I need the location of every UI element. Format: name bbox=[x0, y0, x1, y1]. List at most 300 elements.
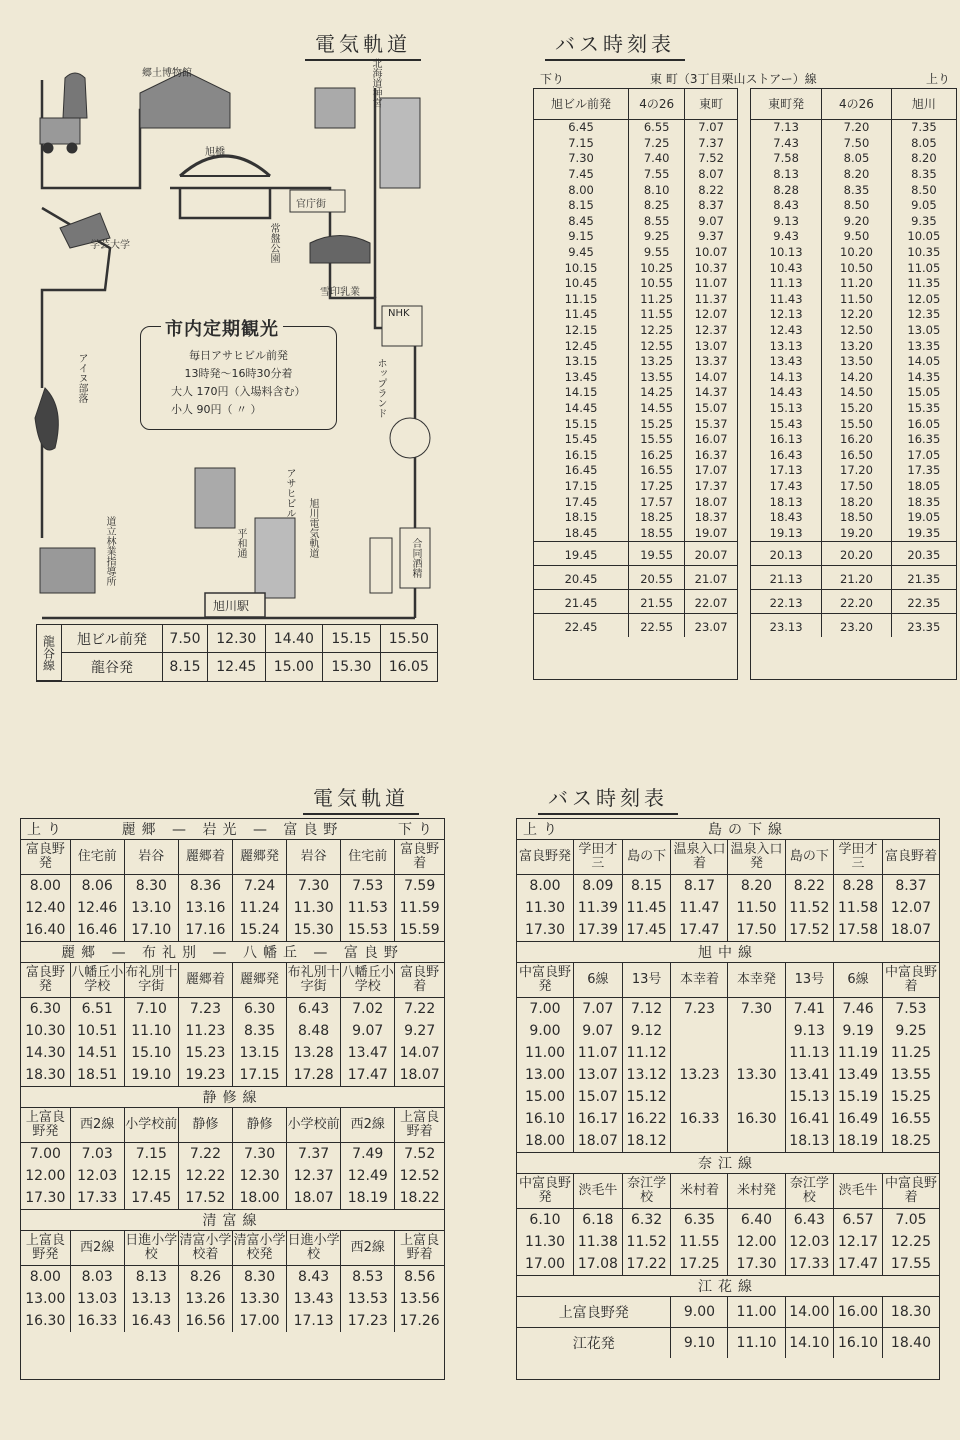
time-cell: 16.41 bbox=[785, 1108, 834, 1130]
time-cell: 12.35 bbox=[907, 307, 941, 322]
time-cell: 17.15 bbox=[534, 479, 629, 495]
time-cell: 16.33 bbox=[671, 1108, 728, 1130]
sightseeing-map bbox=[30, 58, 440, 620]
table-row bbox=[517, 1253, 939, 1276]
higashi-down-table bbox=[533, 88, 738, 680]
cow-illustration bbox=[310, 236, 370, 264]
line-name: 島の下線 bbox=[708, 822, 788, 838]
table-row bbox=[751, 229, 956, 245]
table-row bbox=[21, 1064, 444, 1087]
time-cell: 10.51 bbox=[70, 1020, 124, 1042]
time-cell: 9.07 bbox=[341, 1020, 395, 1042]
table-row bbox=[534, 229, 737, 245]
time-cell: 17.26 bbox=[399, 1313, 440, 1329]
label-office: 官庁街 bbox=[296, 199, 326, 210]
time-cell: 18.43 bbox=[751, 510, 822, 526]
time-cell: 13.15 bbox=[232, 1042, 286, 1064]
time-cell: 8.26 bbox=[178, 1266, 232, 1289]
time-cell: 9.25 bbox=[895, 1023, 927, 1039]
time-cell: 8.05 bbox=[822, 151, 892, 167]
table-header-row bbox=[517, 1174, 939, 1209]
time-cell: 11.53 bbox=[341, 897, 395, 919]
time-cell: 6.43 bbox=[287, 998, 341, 1021]
table-row bbox=[751, 307, 956, 323]
hotel-building bbox=[195, 468, 235, 528]
time-cell: 7.35 bbox=[911, 120, 937, 135]
table-row bbox=[534, 370, 737, 386]
time-cell: 6.43 bbox=[785, 1209, 834, 1232]
column-header: 静修 bbox=[178, 1108, 232, 1143]
time-cell: 8.00 bbox=[517, 875, 574, 898]
table-row bbox=[517, 1064, 939, 1086]
time-cell: 17.45 bbox=[534, 494, 629, 510]
column-header: 学田才三 bbox=[834, 840, 883, 875]
time-cell: 13.43 bbox=[287, 1288, 341, 1310]
time-cell: 8.15 bbox=[163, 653, 208, 681]
time-cell: 16.43 bbox=[751, 447, 822, 463]
time-cell: 13.13 bbox=[751, 338, 822, 354]
time-cell: 11.52 bbox=[785, 897, 834, 919]
time-cell: 9.13 bbox=[785, 1020, 834, 1042]
time-cell: 18.22 bbox=[399, 1190, 440, 1206]
table-row bbox=[534, 307, 737, 323]
table-row bbox=[534, 214, 737, 230]
time-cell: 6.51 bbox=[70, 998, 124, 1021]
time-cell: 8.35 bbox=[911, 167, 937, 182]
time-cell: 11.30 bbox=[517, 897, 574, 919]
table-row bbox=[517, 919, 939, 942]
time-cell: 6.10 bbox=[517, 1209, 574, 1232]
column-header: 13号 bbox=[622, 963, 671, 998]
table-row bbox=[751, 260, 956, 276]
table-row bbox=[517, 1020, 939, 1042]
direction-label: 上り bbox=[27, 822, 67, 838]
time-cell: 8.05 bbox=[911, 135, 937, 150]
time-cell: 17.33 bbox=[70, 1187, 124, 1210]
time-cell: 8.00 bbox=[534, 182, 629, 198]
time-cell: 13.25 bbox=[629, 354, 685, 370]
time-cell: 8.22 bbox=[698, 182, 724, 197]
time-cell: 17.39 bbox=[574, 919, 623, 942]
time-cell: 19.45 bbox=[534, 542, 629, 566]
time-cell: 9.13 bbox=[751, 214, 822, 230]
time-cell: 15.07 bbox=[694, 400, 728, 415]
table-header-row bbox=[21, 963, 444, 998]
table-row bbox=[751, 385, 956, 401]
time-cell: 12.22 bbox=[178, 1165, 232, 1187]
time-cell: 16.25 bbox=[629, 447, 685, 463]
factory-illustration bbox=[40, 548, 95, 593]
time-cell: 8.20 bbox=[911, 151, 937, 166]
time-cell: 7.41 bbox=[785, 998, 834, 1021]
label-bridge: 旭橋 bbox=[205, 147, 225, 158]
time-cell: 11.47 bbox=[671, 897, 728, 919]
table-row bbox=[37, 653, 437, 681]
asahi-building bbox=[255, 518, 295, 598]
table-row bbox=[534, 182, 737, 198]
time-cell: 16.07 bbox=[694, 432, 728, 447]
time-cell: 11.23 bbox=[178, 1020, 232, 1042]
time-cell: 15.37 bbox=[694, 416, 728, 431]
label-forest: 道立林業指導所 bbox=[104, 516, 115, 586]
person-illustration bbox=[63, 73, 87, 118]
time-cell: 7.46 bbox=[834, 998, 883, 1021]
table-row bbox=[21, 897, 444, 919]
table-row bbox=[751, 566, 956, 590]
time-cell: 10.55 bbox=[629, 276, 685, 292]
time-cell: 16.20 bbox=[822, 432, 892, 448]
time-cell: 18.51 bbox=[70, 1064, 124, 1087]
time-cell: 14.37 bbox=[694, 385, 728, 400]
time-cell: 11.25 bbox=[629, 292, 685, 308]
time-cell: 17.25 bbox=[671, 1253, 728, 1276]
table-row bbox=[21, 1143, 444, 1166]
time-cell: 15.30 bbox=[323, 653, 381, 681]
time-cell: 11.38 bbox=[574, 1231, 623, 1253]
time-cell: 8.55 bbox=[629, 214, 685, 230]
time-cell: 17.52 bbox=[178, 1187, 232, 1210]
time-cell: 22.07 bbox=[685, 590, 737, 614]
time-cell: 17.30 bbox=[517, 919, 574, 942]
time-cell: 8.48 bbox=[287, 1020, 341, 1042]
label-kotoku: 合同酒精 bbox=[410, 538, 421, 578]
time-cell: 14.13 bbox=[751, 370, 822, 386]
higashi-up-table bbox=[750, 88, 957, 680]
time-cell: 15.25 bbox=[629, 416, 685, 432]
time-cell: 7.20 bbox=[822, 120, 892, 136]
label-museum: 郷土博物館 bbox=[142, 68, 192, 79]
time-cell: 7.12 bbox=[622, 998, 671, 1021]
column-header: 住宅前 bbox=[70, 840, 124, 875]
label-station: 旭川駅 bbox=[213, 599, 250, 613]
time-cell: 20.35 bbox=[891, 542, 956, 566]
line-name: 旭中線 bbox=[698, 945, 758, 961]
time-cell: 18.45 bbox=[534, 525, 629, 541]
table-row bbox=[534, 260, 737, 276]
time-cell: 11.20 bbox=[822, 276, 892, 292]
time-cell: 21.35 bbox=[891, 566, 956, 590]
time-cell: 8.45 bbox=[534, 214, 629, 230]
time-cell: 23.20 bbox=[822, 614, 892, 638]
table-row bbox=[751, 614, 956, 638]
time-cell: 17.43 bbox=[751, 479, 822, 495]
time-cell: 8.53 bbox=[341, 1266, 395, 1289]
time-cell: 16.35 bbox=[907, 432, 941, 447]
time-cell: 17.37 bbox=[694, 478, 728, 493]
time-cell: 17.35 bbox=[907, 463, 941, 478]
row-label: 江花発 bbox=[517, 1328, 671, 1359]
time-cell: 15.00 bbox=[517, 1086, 574, 1108]
time-cell: 18.05 bbox=[907, 478, 941, 493]
time-cell: 8.00 bbox=[21, 1266, 70, 1289]
table-row bbox=[517, 1086, 939, 1108]
time-cell: 7.15 bbox=[534, 136, 629, 152]
table-row bbox=[21, 1165, 444, 1187]
section-title bbox=[517, 942, 939, 963]
column-header: 日進小学校 bbox=[287, 1231, 341, 1266]
time-cell: 15.50 bbox=[380, 625, 437, 653]
table-row bbox=[751, 167, 956, 183]
time-cell: 13.03 bbox=[70, 1288, 124, 1310]
time-cell: 19.13 bbox=[751, 525, 822, 541]
time-cell: 6.30 bbox=[21, 998, 70, 1021]
column-header: 西2線 bbox=[70, 1231, 124, 1266]
time-cell: 17.22 bbox=[622, 1253, 671, 1276]
time-cell: 12.17 bbox=[834, 1231, 883, 1253]
time-cell: 13.26 bbox=[178, 1288, 232, 1310]
time-cell: 13.16 bbox=[178, 897, 232, 919]
time-cell: 12.20 bbox=[822, 307, 892, 323]
time-cell: 7.30 bbox=[232, 1143, 286, 1166]
table-row bbox=[534, 245, 737, 261]
column-header: 住宅前 bbox=[341, 840, 395, 875]
time-cell: 17.28 bbox=[287, 1064, 341, 1087]
time-cell: 13.05 bbox=[907, 323, 941, 338]
table-row bbox=[534, 510, 737, 526]
time-cell: 11.50 bbox=[728, 897, 785, 919]
time-cell: 17.00 bbox=[232, 1310, 286, 1332]
time-cell: 7.10 bbox=[124, 998, 178, 1021]
time-cell: 12.03 bbox=[785, 1231, 834, 1253]
table-row bbox=[534, 276, 737, 292]
table-row bbox=[751, 276, 956, 292]
column-header: 学田才三 bbox=[574, 840, 623, 875]
time-cell: 14.50 bbox=[822, 385, 892, 401]
time-cell: 13.56 bbox=[399, 1291, 440, 1307]
table-row bbox=[751, 323, 956, 339]
time-cell: 16.13 bbox=[751, 432, 822, 448]
time-cell: 7.45 bbox=[534, 167, 629, 183]
time-cell: 10.05 bbox=[907, 229, 941, 244]
time-cell: 11.45 bbox=[534, 307, 629, 323]
column-header: 麗郷着 bbox=[178, 963, 232, 998]
time-cell: 8.36 bbox=[178, 875, 232, 898]
time-cell: 18.13 bbox=[751, 494, 822, 510]
time-cell: 6.57 bbox=[834, 1209, 883, 1232]
time-cell: 15.24 bbox=[232, 919, 286, 942]
label-asahi-bldg: アサヒビル bbox=[284, 468, 295, 518]
table-row bbox=[534, 354, 737, 370]
line-name: 静修線 bbox=[202, 1090, 263, 1106]
time-cell: 12.49 bbox=[341, 1165, 395, 1187]
time-cell: 14.15 bbox=[534, 385, 629, 401]
time-cell: 18.30 bbox=[21, 1064, 70, 1087]
time-cell: 15.25 bbox=[890, 1089, 931, 1105]
time-cell: 7.07 bbox=[698, 120, 724, 135]
table-row bbox=[534, 525, 737, 541]
column-header: 奈江学校 bbox=[622, 1174, 671, 1209]
time-cell: 20.07 bbox=[685, 542, 737, 566]
column-header: 旭川 bbox=[891, 89, 956, 120]
time-cell: 12.25 bbox=[890, 1234, 931, 1250]
time-cell: 18.35 bbox=[907, 494, 941, 509]
table-row bbox=[517, 1042, 939, 1064]
table-row bbox=[751, 214, 956, 230]
table-row bbox=[517, 1328, 939, 1359]
table-header-row bbox=[21, 840, 444, 875]
section-title-row bbox=[517, 1276, 939, 1297]
time-cell: 15.05 bbox=[907, 385, 941, 400]
column-header: 八幡丘小学校 bbox=[341, 963, 395, 998]
time-cell: 7.50 bbox=[822, 136, 892, 152]
column-header: 上富良野発 bbox=[21, 1231, 70, 1266]
time-cell: 19.20 bbox=[822, 525, 892, 541]
column-header: 4の26 bbox=[822, 89, 892, 120]
time-cell: 6.40 bbox=[728, 1209, 785, 1232]
table-header-row bbox=[751, 89, 956, 120]
time-cell: 17.20 bbox=[822, 463, 892, 479]
direction-label: 上り bbox=[523, 822, 563, 838]
time-cell: 11.10 bbox=[124, 1020, 178, 1042]
time-cell: 7.15 bbox=[124, 1143, 178, 1166]
table-row bbox=[751, 401, 956, 417]
time-cell: 14.51 bbox=[70, 1042, 124, 1064]
time-cell: 19.05 bbox=[907, 510, 941, 525]
time-cell: 17.08 bbox=[574, 1253, 623, 1276]
table-row bbox=[534, 566, 737, 590]
table-row bbox=[751, 432, 956, 448]
time-cell: 7.13 bbox=[751, 120, 822, 136]
column-header: 中富良野着 bbox=[882, 963, 939, 998]
time-cell: 7.43 bbox=[751, 136, 822, 152]
section-title-row bbox=[21, 819, 444, 840]
truck-wheel bbox=[43, 143, 53, 153]
table-row bbox=[517, 897, 939, 919]
time-cell: 7.49 bbox=[341, 1143, 395, 1166]
time-cell: 16.05 bbox=[388, 658, 429, 675]
time-cell: 9.15 bbox=[534, 229, 629, 245]
table-row bbox=[21, 1042, 444, 1064]
time-cell: 8.43 bbox=[287, 1266, 341, 1289]
time-cell: 7.23 bbox=[671, 998, 728, 1021]
time-cell: 15.50 bbox=[822, 416, 892, 432]
row-label: 上富良野発 bbox=[517, 1297, 671, 1328]
time-cell: 9.00 bbox=[671, 1297, 728, 1328]
time-cell: 21.45 bbox=[534, 590, 629, 614]
time-cell: 8.03 bbox=[70, 1266, 124, 1289]
label-nhk: NHK bbox=[388, 308, 410, 319]
time-cell: 19.10 bbox=[124, 1064, 178, 1087]
column-header: 富良野着 bbox=[395, 963, 444, 998]
time-cell: 13.07 bbox=[694, 338, 728, 353]
time-cell: 17.23 bbox=[341, 1310, 395, 1332]
time-cell: 10.37 bbox=[694, 260, 728, 275]
city-tour-hours: 13時発〜16時30分着 bbox=[184, 367, 293, 380]
time-cell: 17.50 bbox=[728, 919, 785, 942]
time-cell: 12.50 bbox=[822, 323, 892, 339]
time-cell: 7.30 bbox=[287, 875, 341, 898]
time-cell: 16.10 bbox=[517, 1108, 574, 1130]
table-row bbox=[751, 447, 956, 463]
time-cell: 11.30 bbox=[517, 1231, 574, 1253]
column-header: 渋毛牛 bbox=[834, 1174, 883, 1209]
time-cell: 13.10 bbox=[124, 897, 178, 919]
time-cell: 6.35 bbox=[671, 1209, 728, 1232]
table-row bbox=[21, 1310, 444, 1332]
column-header: 清富小学校発 bbox=[232, 1231, 286, 1266]
section-title bbox=[21, 1210, 444, 1231]
time-cell: 16.43 bbox=[124, 1310, 178, 1332]
time-cell: 10.13 bbox=[751, 245, 822, 261]
city-tour-title: 市内定期観光 bbox=[161, 315, 283, 341]
time-cell: 8.37 bbox=[698, 198, 724, 213]
column-header: 西2線 bbox=[341, 1108, 395, 1143]
table-row bbox=[751, 510, 956, 526]
table-row bbox=[21, 1266, 444, 1289]
time-cell: 15.35 bbox=[907, 400, 941, 415]
time-cell: 18.15 bbox=[534, 510, 629, 526]
time-cell: 21.20 bbox=[822, 566, 892, 590]
section-title bbox=[517, 819, 939, 840]
time-cell: 12.37 bbox=[694, 323, 728, 338]
table-row bbox=[21, 875, 444, 898]
row-label: 旭ビル前発 bbox=[62, 625, 163, 653]
time-cell: 7.58 bbox=[751, 151, 822, 167]
time-cell: 22.55 bbox=[629, 614, 685, 638]
truck-wheel bbox=[67, 143, 77, 153]
time-cell: 10.43 bbox=[751, 260, 822, 276]
time-cell: 20.20 bbox=[822, 542, 892, 566]
column-header: 島の下 bbox=[785, 840, 834, 875]
time-cell: 9.20 bbox=[822, 214, 892, 230]
time-cell: 9.35 bbox=[911, 213, 937, 228]
table-header-row bbox=[517, 840, 939, 875]
table-row bbox=[751, 479, 956, 495]
time-cell: 13.35 bbox=[907, 338, 941, 353]
time-cell: 7.00 bbox=[517, 998, 574, 1021]
table-row bbox=[534, 198, 737, 214]
time-cell: 8.20 bbox=[822, 167, 892, 183]
table-row bbox=[751, 198, 956, 214]
time-cell: 12.30 bbox=[208, 625, 266, 653]
column-header: 麗郷発 bbox=[232, 963, 286, 998]
time-cell: 18.25 bbox=[890, 1133, 931, 1149]
time-cell: 8.20 bbox=[728, 875, 785, 898]
time-cell: 7.22 bbox=[404, 1001, 436, 1017]
time-cell: 14.25 bbox=[629, 385, 685, 401]
time-cell: 12.43 bbox=[751, 323, 822, 339]
direction-label: 下り bbox=[398, 822, 438, 838]
time-cell: 7.40 bbox=[629, 151, 685, 167]
table-row bbox=[751, 416, 956, 432]
time-cell: 14.10 bbox=[785, 1328, 834, 1359]
time-cell: 11.55 bbox=[671, 1231, 728, 1253]
column-header: 島の下 bbox=[622, 840, 671, 875]
time-cell: 20.45 bbox=[534, 566, 629, 590]
time-cell: 8.07 bbox=[698, 167, 724, 182]
time-cell: 22.45 bbox=[534, 614, 629, 638]
time-cell: 11.37 bbox=[694, 291, 728, 306]
time-cell bbox=[671, 1042, 728, 1064]
time-cell: 7.52 bbox=[698, 151, 724, 166]
table-row bbox=[534, 323, 737, 339]
table-row bbox=[517, 1130, 939, 1153]
time-cell: 16.46 bbox=[70, 919, 124, 942]
column-header: 麗郷発 bbox=[232, 840, 286, 875]
column-header: 西2線 bbox=[70, 1108, 124, 1143]
time-cell: 11.24 bbox=[232, 897, 286, 919]
label-park: 常盤公園 bbox=[268, 223, 279, 263]
time-cell: 16.15 bbox=[534, 447, 629, 463]
time-cell: 15.07 bbox=[574, 1086, 623, 1108]
time-cell: 11.58 bbox=[834, 897, 883, 919]
time-cell: 18.07 bbox=[890, 922, 931, 938]
time-cell: 14.35 bbox=[907, 369, 941, 384]
line-name: 奈江線 bbox=[698, 1156, 758, 1172]
time-cell: 18.30 bbox=[890, 1304, 931, 1320]
ryukoku-line-table bbox=[36, 624, 438, 682]
time-cell: 14.30 bbox=[21, 1042, 70, 1064]
